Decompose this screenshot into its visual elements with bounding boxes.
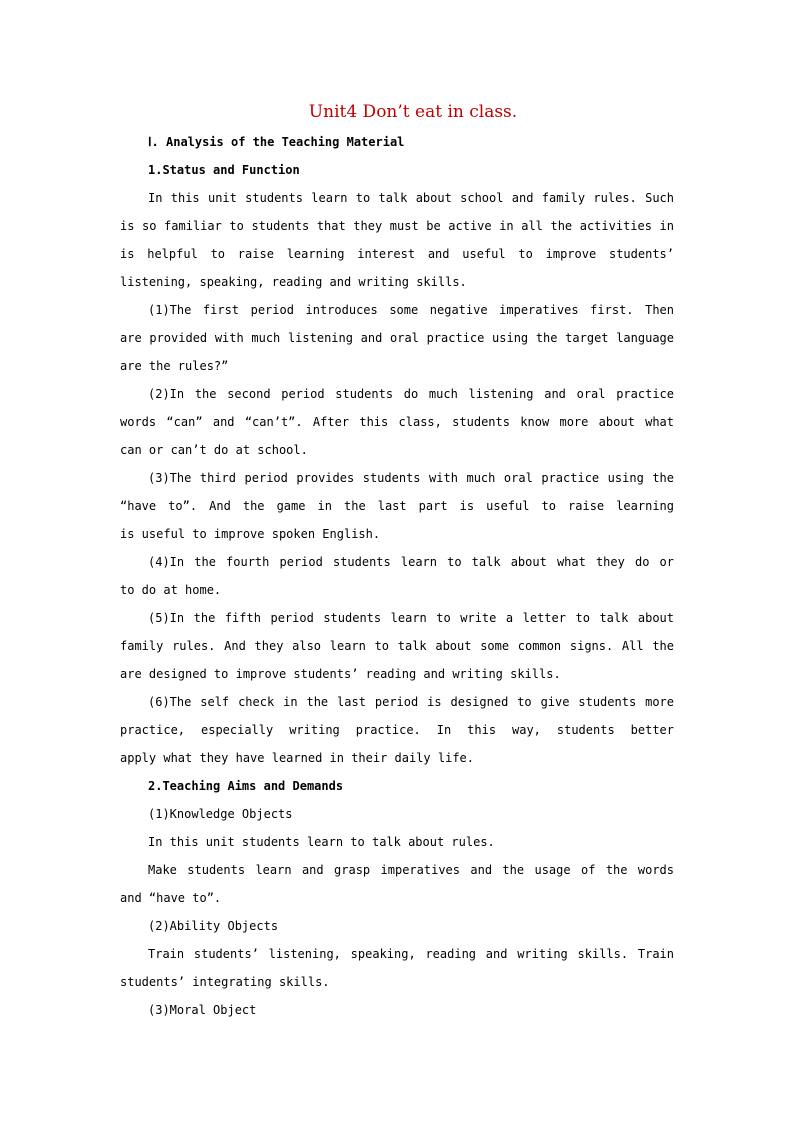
paragraph-line: are designed to improve students’ reading and writing skills. [120, 667, 561, 681]
paragraph-line: “have to”. And the game in the last part is useful to raise learning [120, 499, 674, 513]
paragraph-line: is useful to improve spoken English. [120, 527, 381, 541]
paragraph-line: (2)In the second period students do much listening and oral practice [148, 387, 674, 401]
paragraph-line: (3)Moral Object [148, 1003, 257, 1017]
document-title: Unit4 Don’t eat in class. [308, 102, 518, 122]
section-heading: Ⅰ. Analysis of the Teaching Material [148, 135, 405, 149]
paragraph-line: practice, especially writing practice. In this way, students better [120, 723, 674, 737]
paragraph-line: are provided with much listening and oral practice using the target language [120, 331, 674, 345]
paragraph-line: (2)Ability Objects [148, 919, 279, 933]
paragraph-line: to do at home. [120, 583, 222, 597]
paragraph-line: family rules. And they also learn to talk about some common signs. All the [120, 639, 674, 653]
paragraph-line: In this unit students learn to talk about school and family rules. Such [148, 191, 674, 205]
paragraph-line: (1)The first period introduces some negative imperatives first. Then [148, 303, 674, 317]
paragraph-line: Train students’ listening, speaking, reading and writing skills. Train [148, 947, 674, 961]
paragraph-line: can or can’t do at school. [120, 443, 308, 457]
paragraph-line: listening, speaking, reading and writing skills. [120, 275, 467, 289]
paragraph-line: (1)Knowledge Objects [148, 807, 293, 821]
paragraph-line: (4)In the fourth period students learn to talk about what they do or [148, 555, 674, 569]
paragraph-line: students’ integrating skills. [120, 975, 330, 989]
paragraph-line: words “can” and “can’t”. After this class, students know more about what [120, 415, 674, 429]
paragraph-line: Make students learn and grasp imperatives and the usage of the words [148, 863, 674, 877]
paragraph-line: is so familiar to students that they must be active in all the activities in [120, 219, 674, 233]
paragraph-line: (3)The third period provides students with much oral practice using the [148, 471, 674, 485]
document-body [120, 128, 674, 1024]
subsection-heading: 1.Status and Function [148, 163, 300, 177]
paragraph-line: (5)In the fifth period students learn to write a letter to talk about [148, 611, 674, 625]
paragraph-line: is helpful to raise learning interest and useful to improve students’ [120, 247, 674, 261]
paragraph-line: and “have to”. [120, 891, 222, 905]
paragraph-line: are the rules?” [120, 359, 229, 373]
paragraph-line: apply what they have learned in their daily life. [120, 751, 475, 765]
subsection-heading: 2.Teaching Aims and Demands [148, 779, 344, 793]
paragraph-line: (6)The self check in the last period is designed to give students more [148, 695, 674, 709]
paragraph-line: In this unit students learn to talk about rules. [148, 835, 495, 849]
